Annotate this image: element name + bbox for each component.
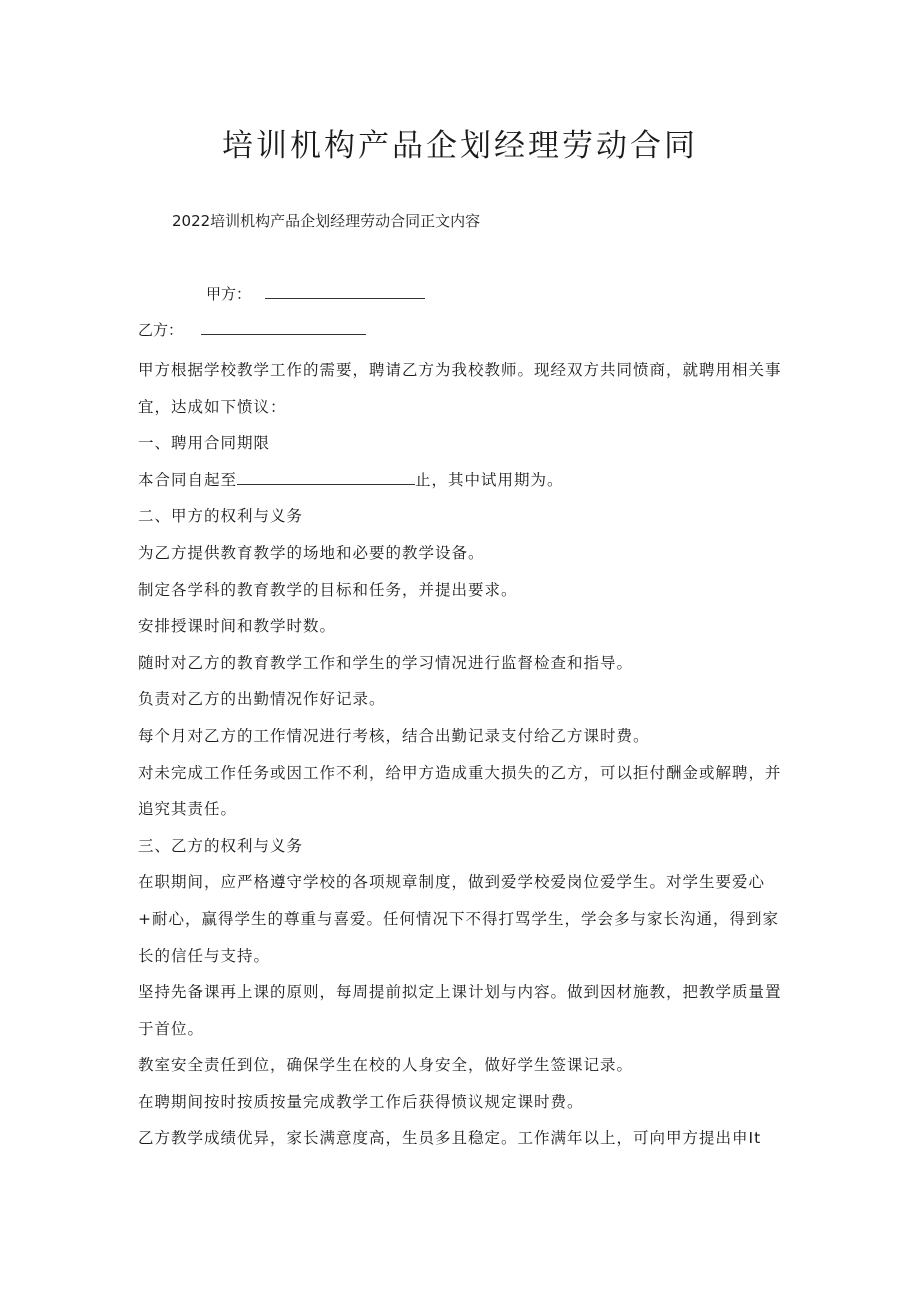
- list-item: 随时对乙方的教育教学工作和学生的学习情况进行监督检查和指导。: [138, 653, 634, 672]
- paragraph-intro: 甲方根据学校教学工作的需要，聘请乙方为我校教师。现经双方共同愤商，就聘用相关事宜，达成如下愤议：: [138, 361, 782, 416]
- list-item: 每个月对乙方的工作情况进行考核，结合出勤记录支付给乙方课时费。: [138, 726, 650, 745]
- paragraph-term: [138, 462, 788, 499]
- list-item: 负责对乙方的出勤情况作好记录。: [138, 690, 386, 709]
- list-item: 安排授课时间和教学时数。: [138, 617, 337, 636]
- party-a-blank: [265, 284, 425, 299]
- party-b-blank: [201, 320, 366, 335]
- party-a-line: [206, 283, 425, 305]
- list-item: 制定各学科的教育教学的目标和任务，并提出要求。: [138, 580, 518, 599]
- document-subtitle: 2022培训机构产品企划经理劳动合同正文内容: [172, 212, 481, 230]
- list-item: 在职期间，应严格遵守学校的各项规章制度，做到爱学校爱岗位爱学生。对学生要爱心+耐心，赢得学生的尊重与喜爱。任何情况下不得打骂学生，学会多与家长沟通，得到家长的信任与支持。: [138, 873, 779, 965]
- term-prefix: 本合同自起至: [138, 470, 238, 489]
- party-a-label: 甲方：: [206, 285, 252, 303]
- list-item: 教室安全责任到位，确保学生在校的人身安全，做好学生签课记录。: [138, 1056, 634, 1075]
- list-item: 坚持先备课再上课的原则，每周提前拟定上课计划与内容。做到因材施教，把教学质量置于首位。: [138, 983, 782, 1038]
- list-item: 在聘期间按时按质按量完成教学工作后获得愤议规定课时费。: [138, 1092, 584, 1111]
- term-suffix: 止，其中试用期为。: [415, 470, 564, 489]
- list-item: 对未完成工作任务或因工作不利，给甲方造成重大损失的乙方，可以拒付酬金或解聘，并追究其责任。: [138, 763, 782, 819]
- section-heading-term: 一、聘用合同期限: [138, 434, 271, 453]
- section-heading-party-a: 二、甲方的权利与义务: [138, 507, 304, 526]
- list-item: 为乙方提供教育教学的场地和必要的教学设备。: [138, 543, 485, 562]
- list-item: 乙方教学成绩优异，家长满意度高，生员多且稳定。工作满年以上，可向甲方提出申It: [138, 1129, 762, 1148]
- party-b-label: 乙方：: [138, 321, 184, 339]
- contract-body: [138, 352, 788, 1157]
- term-blank: [237, 470, 415, 485]
- page-title: 培训机构产品企划经理劳动合同: [222, 128, 698, 164]
- section-heading-party-b: 三、乙方的权利与义务: [138, 836, 304, 855]
- party-b-line: [138, 319, 366, 341]
